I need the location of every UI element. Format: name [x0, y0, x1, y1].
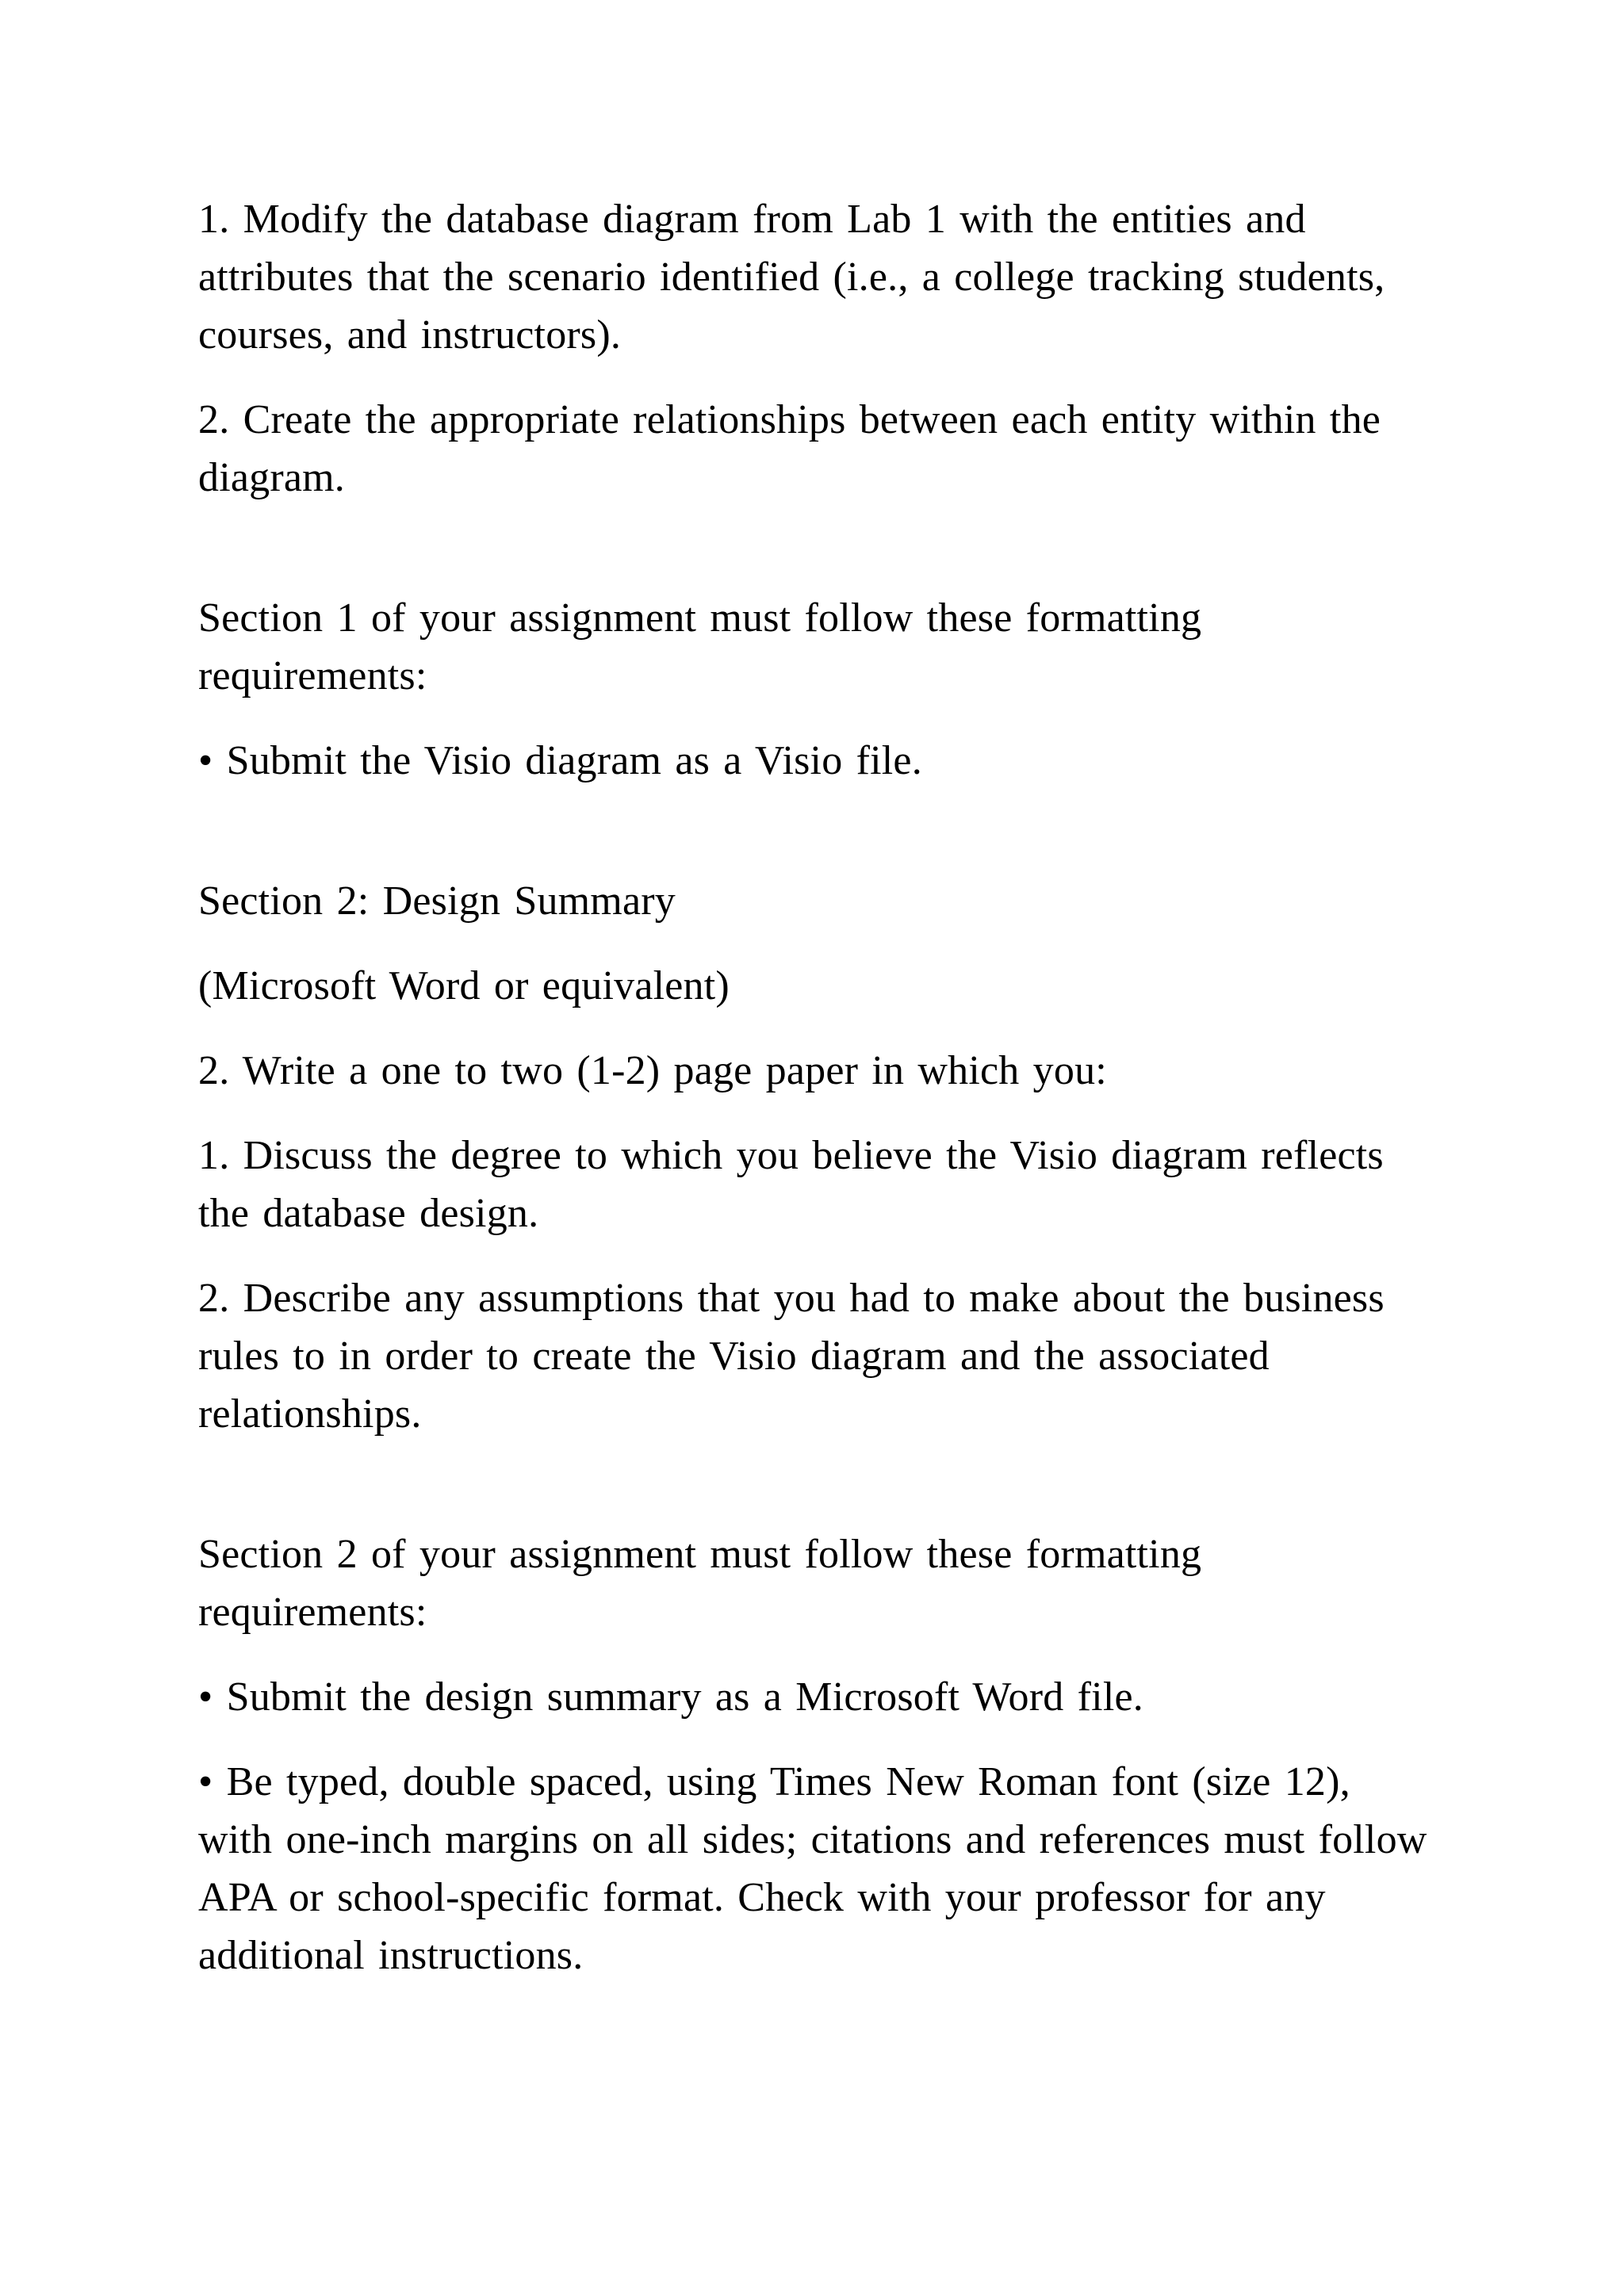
section-spacer: [198, 1470, 1435, 1525]
document-body: [198, 190, 1435, 2011]
section-spacer: [198, 817, 1435, 872]
section-2-bullet-word-file: • Submit the design summary as a Microsoft Word file.: [198, 1674, 1143, 1720]
section-spacer: [198, 534, 1435, 589]
instruction-describe-assumptions: 2. Describe any assumptions that you had to make about the business rules to in order to create the Visio diagram and the associated relationships.: [198, 1276, 1385, 1437]
instruction-discuss-degree: 1. Discuss the degree to which you believe the Visio diagram reflects the database design.: [198, 1133, 1384, 1236]
instruction-create-relationships: 2. Create the appropriate relationships between each entity within the diagram.: [198, 397, 1381, 500]
section-2-formatting-heading: Section 2 of your assignment must follow these formatting requirements:: [198, 1532, 1202, 1635]
section-2-bullet-typing-rules: • Be typed, double spaced, using Times New Roman font (size 12), with one-inch margins on all sides; citations and references must follow APA or school-specific format. Check with your professor for any additional instructions.: [198, 1759, 1427, 1978]
section-1-bullet-visio-file: • Submit the Visio diagram as a Visio file.: [198, 738, 922, 783]
section-2-title: Section 2: Design Summary: [198, 878, 676, 924]
section-1-formatting-heading: Section 1 of your assignment must follow these formatting requirements:: [198, 595, 1202, 698]
section-2-software-note: (Microsoft Word or equivalent): [198, 963, 730, 1008]
instruction-modify-diagram: 1. Modify the database diagram from Lab 1 with the entities and attributes that the scenario identified (i.e., a college tracking students, courses, and instructors).: [198, 197, 1385, 358]
instruction-write-paper: 2. Write a one to two (1-2) page paper in which you:: [198, 1048, 1107, 1093]
